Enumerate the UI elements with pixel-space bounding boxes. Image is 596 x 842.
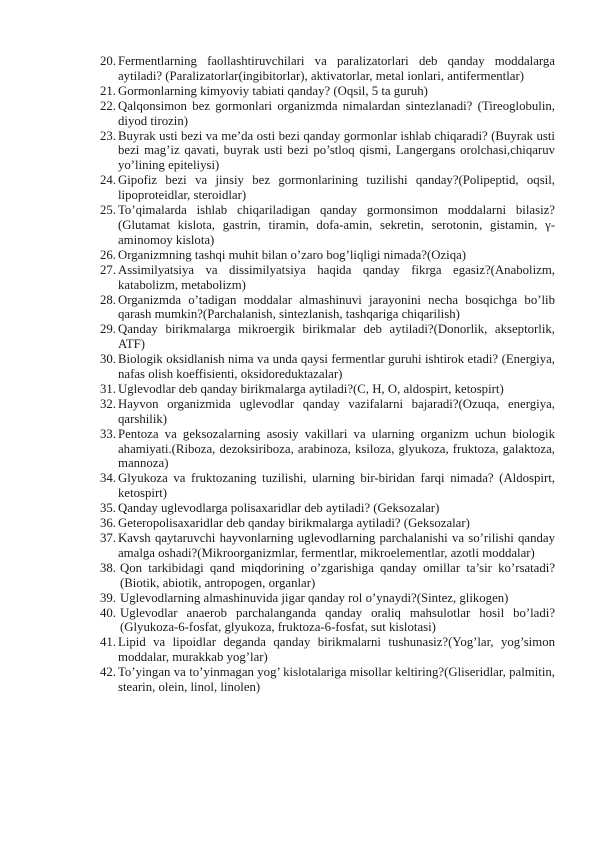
list-item xyxy=(100,665,555,695)
list-item xyxy=(100,606,555,636)
question-text: Gormonlarning kimyoviy tabiati qanday? (Oqsil, 5 ta guruh) xyxy=(118,83,428,98)
question-text: Uglevodlar deb qanday birikmalarga aytiladi?(C, H, O, aldospirt, ketospirt) xyxy=(118,381,504,396)
question-number: 42. xyxy=(100,665,116,680)
list-item xyxy=(100,382,555,397)
question-text: Gipofiz bezi va jinsiy bez gormonlarining tuzilishi qanday?(Polipeptid, oqsil, lipoproteidlar, steroidlar) xyxy=(118,173,555,203)
list-item xyxy=(100,84,555,99)
list-item xyxy=(100,293,555,323)
question-list xyxy=(100,54,555,695)
question-number: 30. xyxy=(100,352,116,367)
question-text: Fermentlarning faollashtiruvchilari va paralizatorlari deb qanday moddalarga aytiladi? (Paralizatorlar(ingibitorlar), aktivatorlar, metal ionlari, antifermentlar) xyxy=(118,54,555,83)
question-number: 29. xyxy=(100,322,116,337)
list-item xyxy=(100,54,555,84)
list-item xyxy=(100,397,555,427)
document-page xyxy=(100,54,555,695)
list-item xyxy=(100,501,555,516)
list-item xyxy=(100,635,555,665)
question-number: 23. xyxy=(100,128,116,143)
question-number: 28. xyxy=(100,292,116,307)
list-item xyxy=(100,427,555,472)
list-item xyxy=(100,591,555,606)
question-number: 22. xyxy=(100,98,116,113)
question-text: Biologik oksidlanish nima va unda qaysi fermentlar guruhi ishtirok etadi? (Energiya, nafas olish koeffisienti, oksidoreduktazalar) xyxy=(118,352,555,382)
question-number: 40. xyxy=(100,605,116,620)
question-number: 35. xyxy=(100,501,116,516)
question-number: 36. xyxy=(100,516,116,531)
question-text: Qalqonsimon bez gormonlari organizmda nimalardan sintezlanadi? (Tireoglobulin, diyod tirozin) xyxy=(118,98,555,128)
question-number: 38. xyxy=(100,560,116,575)
question-text: Buyrak usti bezi va me’da osti bezi qanday gormonlar ishlab chiqaradi? (Buyrak usti bezi mag’iz qavati, buyrak usti bezi po’stloq qismi, Langergans orolchasi,chiqaruv yo’lining epiteliysi) xyxy=(118,128,555,173)
list-item xyxy=(100,322,555,352)
question-text: Geteropolisaxaridlar deb qanday birikmalarga aytiladi? (Geksozalar) xyxy=(118,516,470,531)
list-item xyxy=(100,203,555,248)
question-number: 34. xyxy=(100,471,116,486)
question-number: 39. xyxy=(100,590,116,605)
question-number: 31. xyxy=(100,381,116,396)
question-text: Qanday uglevodlarga polisaxaridlar deb aytiladi? (Geksozalar) xyxy=(118,501,440,516)
list-item xyxy=(100,352,555,382)
question-number: 41. xyxy=(100,635,116,650)
question-number: 20. xyxy=(100,54,116,68)
question-text: Hayvon organizmida uglevodlar qanday vazifalarni bajaradi?(Ozuqa, energiya, qarshilik) xyxy=(118,396,555,426)
list-item xyxy=(100,99,555,129)
list-item xyxy=(100,471,555,501)
question-text: Lipid va lipoidlar deganda qanday birikmalarni tushunasiz?(Yog’lar, yog’simon moddalar, murakkab yog’lar) xyxy=(118,635,555,665)
question-number: 21. xyxy=(100,83,116,98)
list-item xyxy=(100,531,555,561)
list-item xyxy=(100,516,555,531)
question-text: Glyukoza va fruktozaning tuzilishi, ularning bir-biridan farqi nimada? (Aldospirt, ketospirt) xyxy=(118,471,555,501)
question-text: Qanday birikmalarga mikroergik birikmalar deb aytiladi?(Donorlik, akseptorlik, ATF) xyxy=(118,322,555,352)
list-item xyxy=(100,561,555,591)
list-item xyxy=(100,173,555,203)
question-number: 33. xyxy=(100,426,116,441)
list-item xyxy=(100,129,555,174)
list-item xyxy=(100,263,555,293)
question-text: Uglevodlarning almashinuvida jigar qanday rol o’ynaydi?(Sintez, glikogen) xyxy=(120,590,509,605)
question-text: Kavsh qaytaruvchi hayvonlarning uglevodlarning parchalanishi va so’rilishi qanday amalga oshadi?(Mikroorganizmlar, fermentlar, mikroelementlar, azotli moddalar) xyxy=(118,531,555,560)
question-number: 26. xyxy=(100,247,116,262)
question-number: 24. xyxy=(100,173,116,188)
question-text: Qon tarkibidagi qand miqdorining o’zgarishiga qanday omillar ta’sir ko’rsatadi?(Biotik, abiotik, antropogen, organlar) xyxy=(120,560,555,590)
question-number: 32. xyxy=(100,396,116,411)
list-item xyxy=(100,248,555,263)
question-text: Assimilyatsiya va dissimilyatsiya haqida qanday fikrga egasiz?(Anabolizm, katabolizm, metabolizm) xyxy=(118,262,555,292)
question-text: Pentoza va geksozalarning asosiy vakillari va ularning organizm uchun biologik ahamiyati.(Riboza, dezoksiriboza, arabinoza, ksiloza, glyukoza, fruktoza, galaktoza, mannoza) xyxy=(118,426,555,471)
question-number: 37. xyxy=(100,531,116,545)
question-number: 25. xyxy=(100,203,116,218)
question-text: Organizmda o’tadigan moddalar almashinuvi jarayonini necha bosqichga bo’lib qarash mumkin?(Parchalanish, sintezlanish, tashqariga chiqarilish) xyxy=(118,292,555,322)
question-number: 27. xyxy=(100,262,116,277)
question-text: To’qimalarda ishlab chiqariladigan qanday gormonsimon moddalarni bilasiz? (Glutamat kislota, gastrin, tiramin, dofa-amin, sekretin, serotonin, gistamin, γ-aminomoy kislota) xyxy=(118,203,555,247)
question-text: To’yingan va to’yinmagan yog’ kislotalariga misollar keltiring?(Gliseridlar, palmitin, stearin, olein, linol, linolen) xyxy=(118,665,555,695)
question-text: Uglevodlar anaerob parchalanganda qanday oraliq mahsulotlar hosil bo’ladi? (Glyukoza-6-fosfat, glyukoza, fruktoza-6-fosfat, sut kislotasi) xyxy=(120,605,555,635)
question-text: Organizmning tashqi muhit bilan o’zaro bog’liqligi nimada?(Oziqa) xyxy=(118,247,467,262)
